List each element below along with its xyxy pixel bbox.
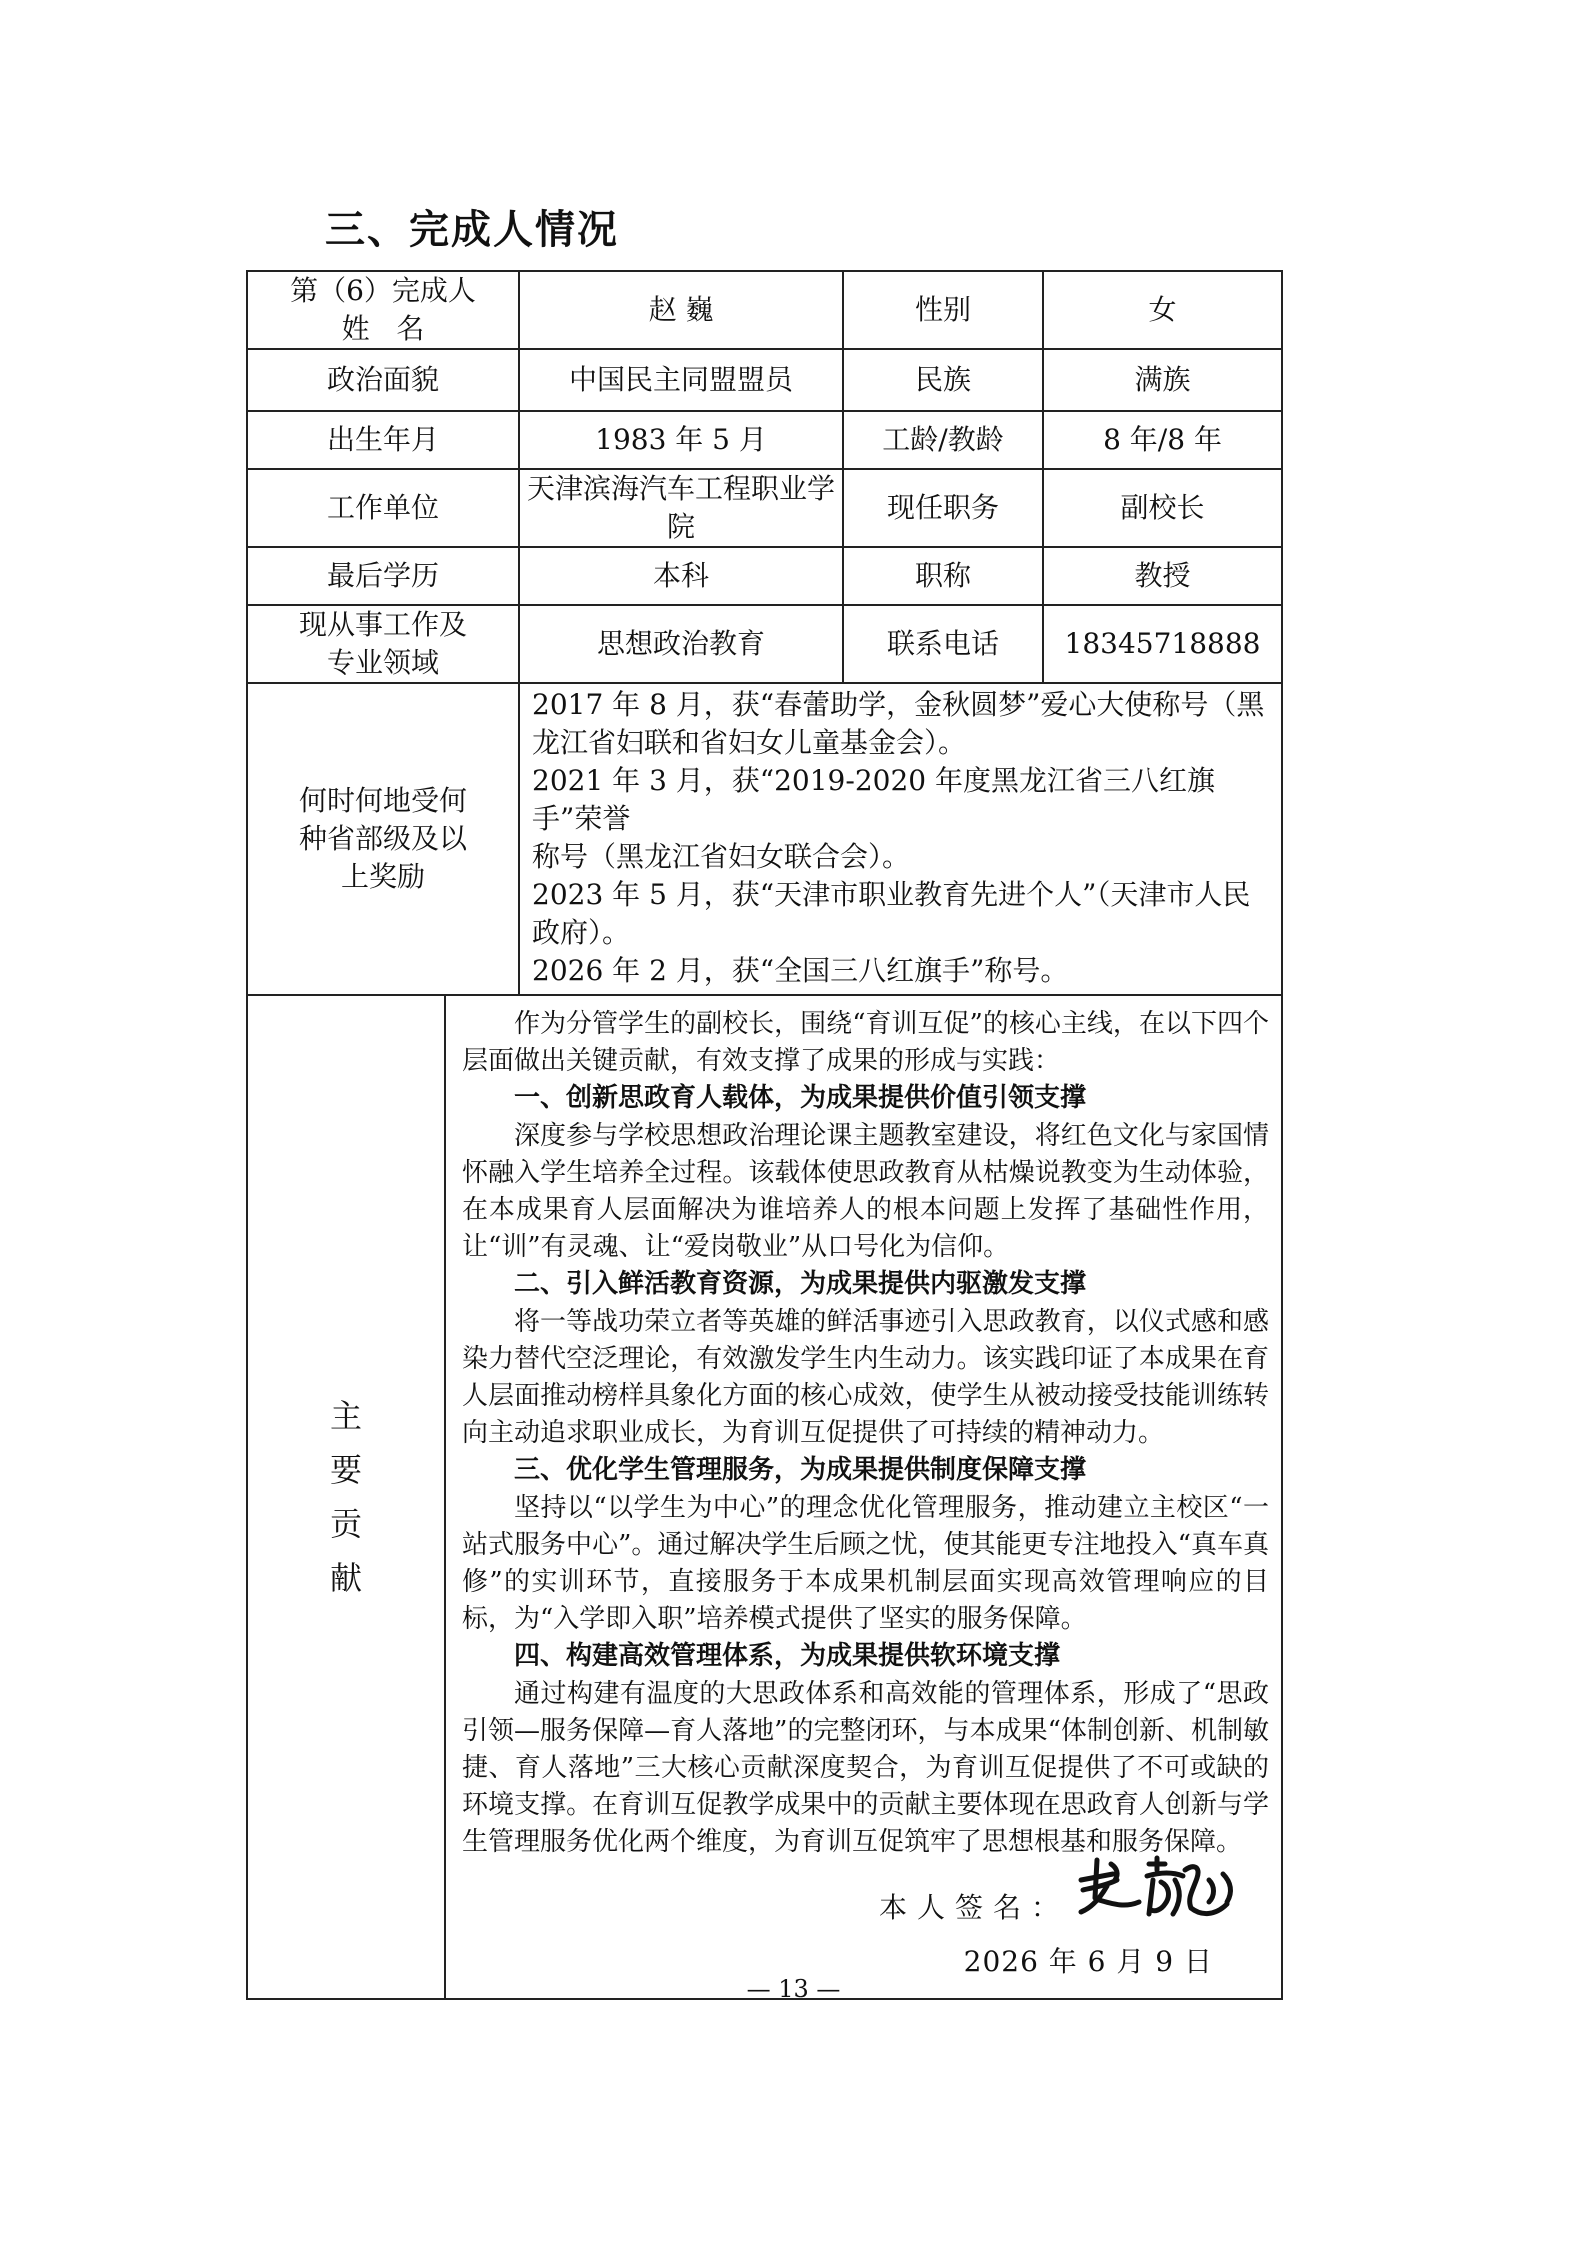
row-education bbox=[247, 547, 1282, 605]
row-political bbox=[247, 349, 1282, 411]
section-heading: 一、创新思政育人载体，为成果提供价值引领支撑 bbox=[514, 1083, 1087, 1114]
gender-label: 性别 bbox=[843, 271, 1043, 349]
section-body: 将一等战功荣立者等英雄的鲜活事迹引入思政教育，以仪式感和感染力替代空泛理论，有效激发学生内生动力。该实践印证了本成果在育人层面推动榜样具象化方面的核心成效，使学生从被动接受技能训练转向主动追求职业成长，为育训互促提供了可持续的精神动力。 bbox=[462, 1306, 1270, 1449]
name-value: 赵 巍 bbox=[519, 271, 843, 349]
position-label: 现任职务 bbox=[843, 469, 1043, 547]
phone-value: 18345718888 bbox=[1043, 605, 1282, 683]
section-body: 通过构建有温度的大思政体系和高效能的管理体系，形成了“思政引领—服务保障—育人落地”的完整闭环，与本成果“体制创新、机制敏捷、育人落地”三大核心贡献深度契合，为育训互促提供了不可或缺的环境支撑。在育训互促教学成果中的贡献主要体现在思政育人创新与学生管理服务优化两个维度，为育训互促筑牢了思想根基和服务保障。 bbox=[462, 1678, 1270, 1858]
award-line: 2023 年 5 月，获“天津市职业教育先进个人”（天津市人民 bbox=[532, 878, 1251, 911]
section-heading: 三、优化学生管理服务，为成果提供制度保障支撑 bbox=[514, 1455, 1087, 1486]
birth-value: 1983 年 5 月 bbox=[519, 411, 843, 469]
birth-label: 出生年月 bbox=[247, 411, 519, 469]
awards-label: 何时何地受何 种省部级及以 上奖励 bbox=[247, 683, 519, 995]
gender-value: 女 bbox=[1043, 271, 1282, 349]
employer-value: 天津滨海汽车工程职业学院 bbox=[519, 469, 843, 547]
contributions-content bbox=[445, 995, 1282, 1999]
title-value: 教授 bbox=[1043, 547, 1282, 605]
award-line: 龙江省妇联和省妇女儿童基金会）。 bbox=[532, 726, 967, 759]
section-heading: 二、引入鲜活教育资源，为成果提供内驱激发支撑 bbox=[514, 1269, 1087, 1300]
awards-list bbox=[519, 683, 1282, 995]
row-name bbox=[247, 271, 1282, 349]
award-line: 2021 年 3 月，获“2019-2020 年度黑龙江省三八红旗手”荣誉 bbox=[532, 764, 1215, 835]
contributions-text bbox=[462, 1006, 1269, 1862]
signature-label: 本人签名： bbox=[879, 1891, 1070, 1924]
award-line: 政府）。 bbox=[532, 916, 631, 949]
contributions-intro: 作为分管学生的副校长，围绕“育训互促”的核心主线，在以下四个层面做出关键贡献，有效支撑了成果的形成与实践： bbox=[462, 1009, 1270, 1077]
section-body: 深度参与学校思想政治理论课主题教室建设，将红色文化与家国情怀融入学生培养全过程。该载体使思政教育从枯燥说教变为生动体验，在本成果育人层面解决为谁培养人的根本问题上发挥了基础性作用，让“训”有灵魂、让“爱岗敬业”从口号化为信仰。 bbox=[462, 1120, 1270, 1263]
political-value: 中国民主同盟盟员 bbox=[519, 349, 843, 411]
section-heading: 四、构建高效管理体系，为成果提供软环境支撑 bbox=[514, 1641, 1061, 1672]
seniority-value: 8 年/8 年 bbox=[1043, 411, 1282, 469]
section-body: 坚持以“以学生为中心”的理念优化管理服务，推动建立主校区“一站式服务中心”。通过解决学生后顾之忧，使其能更专注地投入“真车真修”的实训环节，直接服务于本成果机制层面实现高效管理响应的目标，为“入学即入职”培养模式提供了坚实的服务保障。 bbox=[462, 1492, 1270, 1635]
contributions-label: 主 要 贡 献 bbox=[247, 995, 445, 1999]
employer-label: 工作单位 bbox=[247, 469, 519, 547]
title-label: 职称 bbox=[843, 547, 1043, 605]
handwritten-signature bbox=[1069, 1850, 1237, 1928]
signature-row bbox=[879, 1850, 1237, 1928]
position-value: 副校长 bbox=[1043, 469, 1282, 547]
award-line: 2017 年 8 月，获“春蕾助学，金秋圆梦”爱心大使称号（黑 bbox=[532, 688, 1265, 721]
award-line: 称号（黑龙江省妇女联合会）。 bbox=[532, 840, 911, 873]
name-label: 第（6）完成人 姓 名 bbox=[247, 271, 519, 349]
ethnicity-label: 民族 bbox=[843, 349, 1043, 411]
field-label: 现从事工作及 专业领域 bbox=[247, 605, 519, 683]
ethnicity-value: 满族 bbox=[1043, 349, 1282, 411]
field-value: 思想政治教育 bbox=[519, 605, 843, 683]
phone-label: 联系电话 bbox=[843, 605, 1043, 683]
political-label: 政治面貌 bbox=[247, 349, 519, 411]
row-birth bbox=[247, 411, 1282, 469]
seniority-label: 工龄/教龄 bbox=[843, 411, 1043, 469]
education-label: 最后学历 bbox=[247, 547, 519, 605]
section-title: 三、完成人情况 bbox=[325, 207, 619, 253]
page-number: — 13 — bbox=[746, 1975, 841, 2003]
row-employer bbox=[247, 469, 1282, 547]
award-line: 2026 年 2 月，获“全国三八红旗手”称号。 bbox=[532, 954, 1069, 987]
row-contributions bbox=[247, 995, 1282, 1999]
row-field bbox=[247, 605, 1282, 683]
row-awards bbox=[247, 683, 1282, 995]
education-value: 本科 bbox=[519, 547, 843, 605]
signature-date: 2026 年 6 月 9 日 bbox=[963, 1945, 1214, 1978]
completer-info-table bbox=[246, 270, 1283, 2000]
